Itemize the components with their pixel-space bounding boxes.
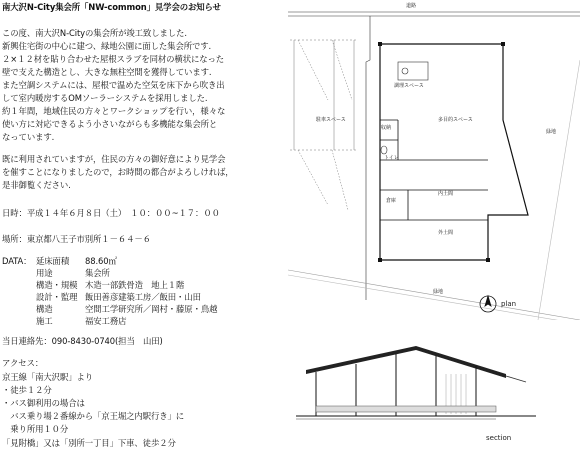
intro-line: 約１年間，地域住民の方々とワークショップを行い，様々な xyxy=(2,106,226,116)
label-outer-doma: 外土間 xyxy=(438,230,454,236)
data-label: 延床面積 xyxy=(36,256,70,266)
section-drawing xyxy=(296,334,580,452)
access-line: 「見附橋」又は「別所一丁目」下車、徒歩２分 xyxy=(2,438,176,448)
label-multipurpose: 多目的スペース xyxy=(438,117,473,123)
intro-line: 新興住宅街の中心に建つ、緑地公園に面した集会所です. xyxy=(2,41,212,51)
access-line: ・バス御利用の場合は xyxy=(2,398,85,408)
invite-line: 既に利用されていますが，住民の方々の御好意により見学会 xyxy=(2,154,226,164)
intro-line: なっています. xyxy=(2,132,55,142)
intro-line: この度、南大沢N-Cityの集会所が竣工致しました. xyxy=(2,28,187,38)
contact-line: 当日連絡先：090-8430-0740(担当 山田) xyxy=(2,336,163,346)
data-value: 飯田善彦建築工房／飯田・山田 xyxy=(85,292,201,302)
intro-line: 使い方に対応できるよう小さいながらも多機能な集会所と xyxy=(2,119,218,129)
floor-plan xyxy=(288,0,580,320)
data-value: 空間工学研究所／岡村・藤原・鳥越 xyxy=(85,304,218,314)
intro-line: 壁で支えた構造とし、大きな無柱空間を獲得しています. xyxy=(2,67,212,77)
data-label: 構造・規模 xyxy=(36,280,78,290)
kitchen-counter xyxy=(398,62,428,80)
floor-plan-svg xyxy=(288,0,580,320)
intro-line: また空調システムには、屋根で温めた空気を床下から吹き出 xyxy=(2,80,225,90)
data-value: 福安工務店 xyxy=(85,316,127,326)
site-boundary-line xyxy=(366,16,370,300)
building-walls xyxy=(380,44,528,260)
access-line: 京王線「南大沢駅」より xyxy=(2,372,94,382)
site-boundary-line xyxy=(538,60,580,320)
section-eave xyxy=(506,376,526,382)
label-inner-doma: 内土間 xyxy=(438,191,454,197)
columns xyxy=(378,42,505,262)
site-boundary-line xyxy=(288,275,580,320)
data-label: 構造 xyxy=(36,304,53,314)
invite-line: を催すことになりましたので，お時間の都合がよろしければ， xyxy=(2,167,234,177)
access-line: バス乗り場２番線から「京王堀之内駅行き」に xyxy=(2,411,185,421)
label-parking: 駐車スペース xyxy=(316,117,346,123)
access-line: ・徒歩１２分 xyxy=(2,385,52,395)
data-label: 施工 xyxy=(36,316,53,326)
data-value: 88.60㎡ xyxy=(85,256,117,266)
label-storehouse: 倉庫 xyxy=(386,198,397,204)
section-svg xyxy=(296,334,580,452)
plan-caption: plan xyxy=(501,300,517,308)
intro-line: して室内暖房するOMソーラーシステムを採用しました. xyxy=(2,93,208,103)
site-boundary-line xyxy=(288,270,580,320)
data-label: 設計・監理 xyxy=(36,292,78,302)
label-storage: 収納 xyxy=(381,125,392,131)
label-green-bottom: 緑地 xyxy=(433,289,444,295)
north-arrow-icon xyxy=(480,296,496,312)
label-road: 道路 xyxy=(406,3,417,9)
intro-line: ２×１２材を貼り合わせた屋根スラブを同材の横状になった xyxy=(2,54,225,64)
data-label: 用途 xyxy=(36,268,53,278)
parking-stalls xyxy=(290,40,358,210)
label-toilet: トイレ xyxy=(384,155,399,161)
section-caption: section xyxy=(486,434,512,442)
access-line: 乗り所用１０分 xyxy=(2,424,69,434)
place-line: 場所：東京都八王子市別所１－６４－６ xyxy=(2,234,151,244)
label-cooking: 調理スペース xyxy=(394,83,424,89)
data-value: 集会所 xyxy=(85,268,110,278)
date-line: 日時：平成１４年６月８日（土） １０：００~１７：００ xyxy=(2,208,220,218)
invite-line: 是非御覧ください. xyxy=(2,180,71,190)
toilet-fixture xyxy=(381,146,387,154)
label-green-right: 緑地 xyxy=(546,129,557,135)
notice-title: 南大沢N-City集会所「NW-common」見学会のお知らせ xyxy=(2,2,221,12)
data-heading: DATA： xyxy=(2,256,32,266)
data-value: 木造一部鉄骨造 地上１階 xyxy=(85,280,185,290)
section-floor xyxy=(316,406,496,412)
access-line: アクセス： xyxy=(2,358,44,368)
